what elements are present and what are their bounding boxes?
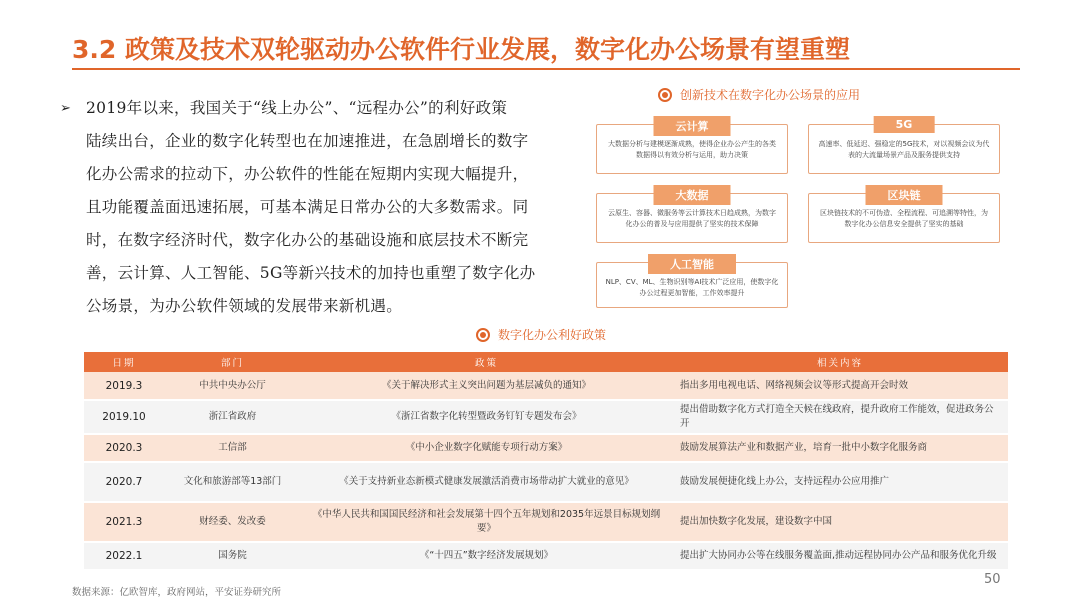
tech-label: 5G [874,116,935,133]
tech-label: 人工智能 [648,254,736,274]
title-divider [72,68,1020,70]
cell-content: 提出扩大协同办公等在线服务覆盖面,推动远程协同办公产品和服务优化升级 [672,542,1008,570]
cell-content: 指出多用电视电话、网络视频会议等形式提高开会时效 [672,372,1008,400]
column-header: 政策 [301,352,672,372]
tech-box-cloud [596,120,788,174]
page-number: 50 [984,572,1001,587]
intro-paragraph [60,92,575,323]
cell-dept: 工信部 [164,434,301,462]
cell-date: 2019.3 [84,372,164,400]
cell-policy: 《中小企业数字化赋能专项行动方案》 [301,434,672,462]
cell-dept: 财经委、发改委 [164,502,301,542]
tech-box-ai [596,258,788,308]
cell-content: 提出加快数字化发展，建设数字中国 [672,502,1008,542]
tech-box-blockchain [808,189,1000,243]
cell-date: 2019.10 [84,400,164,434]
cell-policy: 《浙江省数字化转型暨政务钉钉专题发布会》 [301,400,672,434]
cell-content: 鼓励发展便捷化线上办公，支持远程办公应用推广 [672,462,1008,502]
table-header-row [84,352,1008,372]
table-row [84,434,1008,462]
page-title: 3.2 政策及技术双轮驱动办公软件行业发展，数字化办公场景有望重塑 [72,35,850,64]
policy-table [84,352,1008,571]
tech-box-bigdata [596,189,788,243]
data-source-note: 数据来源：亿欧智库，政府网站，平安证券研究所 [72,587,282,598]
cell-dept: 国务院 [164,542,301,570]
intro-line: 时，在数字经济时代，数字化办公的基础设施和底层技术不断完 [86,231,529,249]
cell-dept: 文化和旅游部等13部门 [164,462,301,502]
intro-line: 且功能覆盖面迅速拓展，可基本满足日常办公的大多数需求。同 [86,198,529,216]
tech-box-5g [808,118,1000,174]
cell-date: 2022.1 [84,542,164,570]
tech-desc: NLP、CV、ML、生物识别等AI技术广泛应用，使数字化办公过程更加智能，工作效率提升 [605,278,779,297]
cell-content: 提出借助数字化方式打造全天候在线政府，提升政府工作能效，促进政务公开 [672,400,1008,434]
column-header: 相关内容 [672,352,1008,372]
cell-date: 2020.7 [84,462,164,502]
target-icon [476,328,490,342]
cell-policy: 《“十四五”数字经济发展规划》 [301,542,672,570]
tech-section-heading [658,86,860,103]
tech-label: 区块链 [866,185,943,205]
tech-desc: 大数据分析与建模逐渐成熟，使得企业办公产生的各类数据得以有效分析与运用，助力决策 [608,140,776,159]
column-header: 部门 [164,352,301,372]
tech-label: 大数据 [654,185,731,205]
cell-policy: 《中华人民共和国国民经济和社会发展第十四个五年规划和2035年远景目标规划纲要》 [301,502,672,542]
cell-policy: 《关于支持新业态新模式健康发展激活消费市场带动扩大就业的意见》 [301,462,672,502]
cell-date: 2021.3 [84,502,164,542]
policy-section-heading [476,326,606,343]
table-row [84,462,1008,502]
table-row [84,372,1008,400]
intro-line: 化办公需求的拉动下，办公软件的性能在短期内实现大幅提升， [86,165,529,183]
target-icon [658,88,672,102]
tech-desc: 高速率、低延迟、强稳定的5G技术，对以视频会议为代表的大流量场景产品及服务提供支持 [818,140,990,159]
column-header: 日期 [84,352,164,372]
bullet-arrow-icon: ➢ [60,101,71,116]
tech-desc: 云原生、容器、微服务等云计算技术日趋成熟，为数字化办公的普及与应用提供了坚实的技术保障 [608,209,776,228]
tech-label: 云计算 [654,116,731,136]
tech-desc: 区块链技术的不可伪造、全程流程、可追溯等特性，为数字化办公信息安全提供了坚实的基础 [820,209,988,228]
intro-line: 公场景，为办公软件领域的发展带来新机遇。 [86,297,403,315]
table-row [84,542,1008,570]
intro-line: 善，云计算、人工智能、5G等新兴技术的加持也重塑了数字化办 [86,264,536,282]
cell-policy: 《关于解决形式主义突出问题为基层减负的通知》 [301,372,672,400]
cell-dept: 中共中央办公厅 [164,372,301,400]
intro-line: 2019年以来，我国关于“线上办公”、“远程办公”的利好政策 [86,99,508,117]
tech-heading-text: 创新技术在数字化办公场景的应用 [680,88,861,102]
table-row [84,400,1008,434]
cell-date: 2020.3 [84,434,164,462]
cell-content: 鼓励发展算法产业和数据产业，培育一批中小数字化服务商 [672,434,1008,462]
table-row [84,502,1008,542]
policy-heading-text: 数字化办公利好政策 [498,328,607,342]
cell-dept: 浙江省政府 [164,400,301,434]
intro-line: 陆续出台，企业的数字化转型也在加速推进，在急剧增长的数字 [86,132,529,150]
